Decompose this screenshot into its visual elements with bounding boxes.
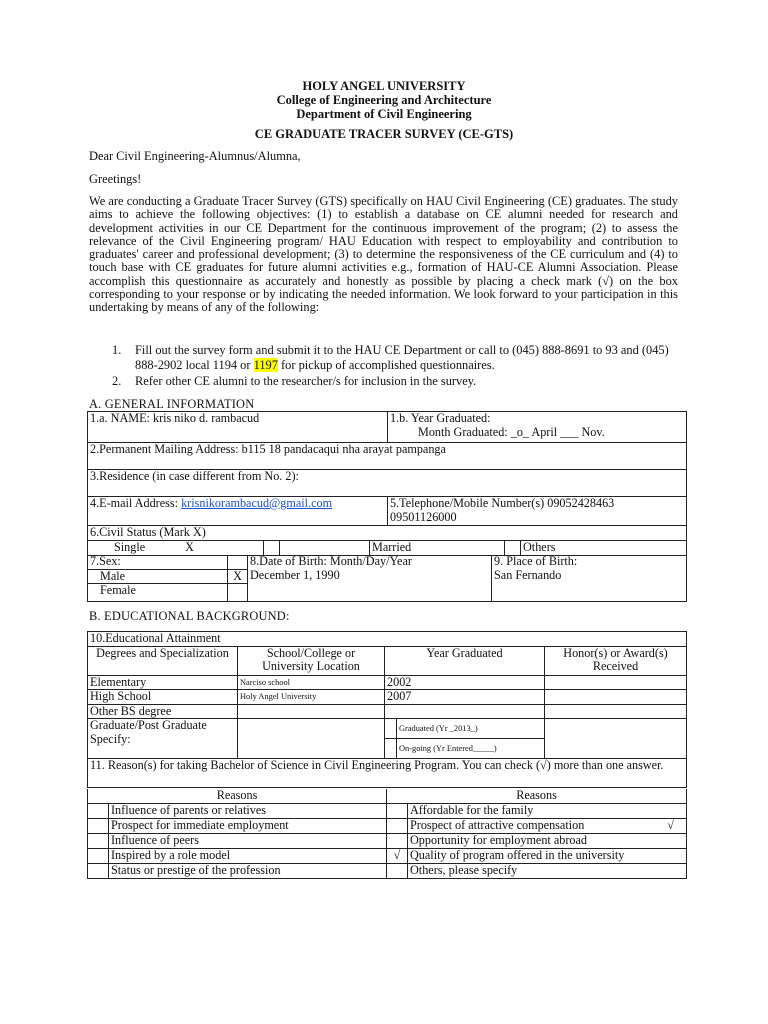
civil-status-table bbox=[87, 541, 687, 556]
name-cell[interactable] bbox=[88, 412, 388, 443]
instruction-item-1 bbox=[112, 343, 678, 372]
highschool-year[interactable]: 2007 bbox=[385, 690, 545, 705]
graduate-honors[interactable] bbox=[545, 719, 687, 759]
elementary-honors[interactable] bbox=[545, 675, 687, 690]
married-box[interactable] bbox=[280, 541, 370, 555]
elementary-year[interactable]: 2002 bbox=[385, 675, 545, 690]
other-bs-label: Other BS degree bbox=[88, 704, 238, 719]
reason-label: Prospect of attractive compensation bbox=[410, 818, 585, 832]
reason-text: Prospect for immediate employment bbox=[109, 818, 387, 833]
attainment-label: 10.Educational Attainment bbox=[88, 632, 687, 647]
reason-checkbox[interactable] bbox=[88, 818, 109, 833]
reason-text: Inspired by a role model bbox=[109, 848, 387, 863]
highschool-school[interactable]: Holy Angel University bbox=[238, 690, 385, 705]
single-mark: X bbox=[185, 541, 194, 554]
single-label: Single bbox=[114, 541, 146, 554]
education-table bbox=[87, 631, 687, 788]
reason-text: Status or prestige of the profession bbox=[109, 863, 387, 878]
reasons-header-right: Reasons bbox=[387, 789, 687, 803]
section-a-title: A. GENERAL INFORMATION bbox=[89, 397, 255, 411]
year-header: Year Graduated bbox=[385, 646, 545, 675]
elementary-school[interactable]: Narciso school bbox=[238, 675, 385, 690]
others-label: Others bbox=[521, 541, 687, 555]
school-header: School/College or University Location bbox=[238, 646, 385, 675]
reasons-header-left: Reasons bbox=[88, 789, 387, 803]
year-label: 1.b. Year Graduated: bbox=[390, 411, 491, 425]
ongoing-box[interactable] bbox=[385, 739, 397, 759]
sex-label: 7.Sex: bbox=[88, 555, 228, 569]
other-bs-school[interactable] bbox=[238, 704, 385, 719]
reason-label: Opportunity for employment abroad bbox=[410, 833, 588, 847]
pob-value: San Fernando bbox=[494, 567, 562, 582]
female-box[interactable] bbox=[228, 584, 248, 602]
email-cell[interactable] bbox=[88, 497, 388, 526]
male-label: Male bbox=[88, 569, 228, 584]
female-label: Female bbox=[88, 584, 228, 602]
q11-text: 11. Reason(s) for taking Bachelor of Science in Civil Engineering Program. You can check (√) more than one answer. bbox=[88, 759, 687, 788]
degrees-header: Degrees and Specialization bbox=[88, 646, 238, 675]
college-name: College of Engineering and Architecture bbox=[276, 93, 492, 107]
reasons-table bbox=[87, 789, 687, 879]
reason-checkbox[interactable] bbox=[387, 818, 408, 833]
instruction-item-2 bbox=[112, 374, 678, 389]
address-cell[interactable] bbox=[88, 443, 687, 470]
reason-text bbox=[408, 803, 687, 818]
year-graduated-cell[interactable] bbox=[388, 412, 687, 443]
pob-label: 9. Place of Birth: bbox=[494, 555, 578, 568]
dob-label: 8.Date of Birth: Month/Day/Year bbox=[250, 555, 412, 568]
reason-checkbox[interactable]: √ bbox=[387, 848, 408, 863]
graduate-school[interactable] bbox=[238, 719, 385, 759]
letter-body: We are conducting a Graduate Tracer Survey (GTS) specifically on HAU Civil Engineering (CE) graduates. The study aims to achieve the following objectives: (1) to establish a database on CE alumni needed for research and development activities in our CE Department for the continuous improvement of the program; (2) to assess the relevance of the Civil Engineering program/ HAU Education with respect to employability and contribution to graduates' career and professional development; (3) to determine the responsiveness of the CE curriculum and (4) to touch base with CE graduates for future alumni activities e.g., formation of HAU-CE Alumni Association. Please accomplish this questionnaire as accurately and honestly as possible by placing a check mark (√) on the box corresponding to your response or by indicating the needed information. We look forward to your participation in this undertaking by means of any of the following: bbox=[89, 194, 678, 315]
phone-cell[interactable] bbox=[388, 497, 687, 526]
personal-table bbox=[87, 555, 687, 602]
greeting: Greetings! bbox=[89, 172, 142, 186]
address-label: 2.Permanent Mailing Address: bbox=[90, 442, 239, 456]
university-name: HOLY ANGEL UNIVERSITY bbox=[302, 79, 466, 93]
reason-text bbox=[408, 818, 687, 833]
name-label: 1.a. NAME: bbox=[90, 411, 150, 425]
single-option[interactable] bbox=[88, 541, 264, 555]
graduated-year[interactable]: Graduated (Yr _2013_) bbox=[397, 719, 545, 739]
graduated-box[interactable] bbox=[385, 719, 397, 739]
residence-cell[interactable] bbox=[88, 470, 687, 497]
highschool-label: High School bbox=[88, 690, 238, 705]
other-bs-honors[interactable] bbox=[545, 704, 687, 719]
reason-checkbox[interactable] bbox=[88, 833, 109, 848]
reason-text: Influence of parents or relatives bbox=[109, 803, 387, 818]
phone-1: 09052428463 bbox=[547, 496, 615, 510]
reason-label: Others, please specify bbox=[410, 863, 518, 877]
email-label: 4.E-mail Address: bbox=[90, 496, 179, 510]
name-value: kris niko d. rambacud bbox=[152, 411, 260, 425]
dob-cell[interactable] bbox=[248, 555, 492, 602]
survey-title: CE GRADUATE TRACER SURVEY (CE-GTS) bbox=[254, 127, 514, 141]
item-number: 1. bbox=[112, 343, 122, 357]
email-link[interactable]: krisnikorambacud@gmail.com bbox=[181, 496, 333, 510]
item-text: Fill out the survey form and submit it to the HAU CE Department or call to (045) 888-8691 to 93 and (045) 888-2902 local 1194 or bbox=[135, 343, 669, 372]
reason-checkbox[interactable] bbox=[88, 803, 109, 818]
reason-checkbox[interactable] bbox=[387, 803, 408, 818]
dob-value: December 1, 1990 bbox=[250, 567, 340, 582]
honors-header: Honor(s) or Award(s) Received bbox=[545, 646, 687, 675]
married-label: Married bbox=[370, 541, 505, 555]
reason-label: Quality of program offered in the university bbox=[410, 848, 625, 862]
graduate-label: Graduate/Post Graduate Specify: bbox=[88, 719, 238, 759]
reason-checkbox[interactable] bbox=[88, 863, 109, 878]
section-b-title: B. EDUCATIONAL BACKGROUND: bbox=[89, 609, 290, 623]
reason-checkbox[interactable] bbox=[387, 863, 408, 878]
salutation: Dear Civil Engineering-Alumnus/Alumna, bbox=[89, 149, 301, 163]
month-graduated: Month Graduated: _o_ April ___ Nov. bbox=[418, 424, 605, 439]
phone-label: 5.Telephone/Mobile Number(s) bbox=[390, 496, 545, 510]
male-mark[interactable]: X bbox=[228, 569, 248, 584]
civil-status-label: 6.Civil Status (Mark X) bbox=[88, 526, 687, 541]
reason-text: Influence of peers bbox=[109, 833, 387, 848]
item-text: Refer other CE alumni to the researcher/s for inclusion in the survey. bbox=[135, 374, 477, 388]
phone-2: 09501126000 bbox=[390, 509, 457, 524]
general-info-table bbox=[87, 411, 687, 541]
reason-text bbox=[408, 848, 687, 863]
item-text-end: for pickup of accomplished questionnaires. bbox=[277, 357, 495, 372]
highschool-honors[interactable] bbox=[545, 690, 687, 705]
reason-trailing-check: √ bbox=[667, 818, 674, 832]
reason-text bbox=[408, 863, 687, 878]
sex-spacer bbox=[228, 555, 248, 569]
other-bs-year[interactable] bbox=[385, 704, 545, 719]
reason-text bbox=[408, 833, 687, 848]
address-value: b115 18 pandacaqui nha arayat pampanga bbox=[241, 442, 446, 456]
item-number: 2. bbox=[112, 374, 122, 388]
highlighted-extension: 1197 bbox=[253, 357, 278, 372]
ongoing-year[interactable]: On-going (Yr Entered_____) bbox=[397, 739, 545, 759]
reason-checkbox[interactable] bbox=[387, 833, 408, 848]
residence-label: 3.Residence (in case different from No. 2): bbox=[90, 469, 299, 483]
pob-cell[interactable] bbox=[492, 555, 687, 602]
department-name: Department of Civil Engineering bbox=[296, 107, 472, 121]
reason-label: Affordable for the family bbox=[410, 803, 534, 817]
reason-checkbox[interactable] bbox=[88, 848, 109, 863]
elementary-label: Elementary bbox=[88, 675, 238, 690]
others-box[interactable] bbox=[505, 541, 521, 555]
single-extra-box[interactable] bbox=[264, 541, 280, 555]
